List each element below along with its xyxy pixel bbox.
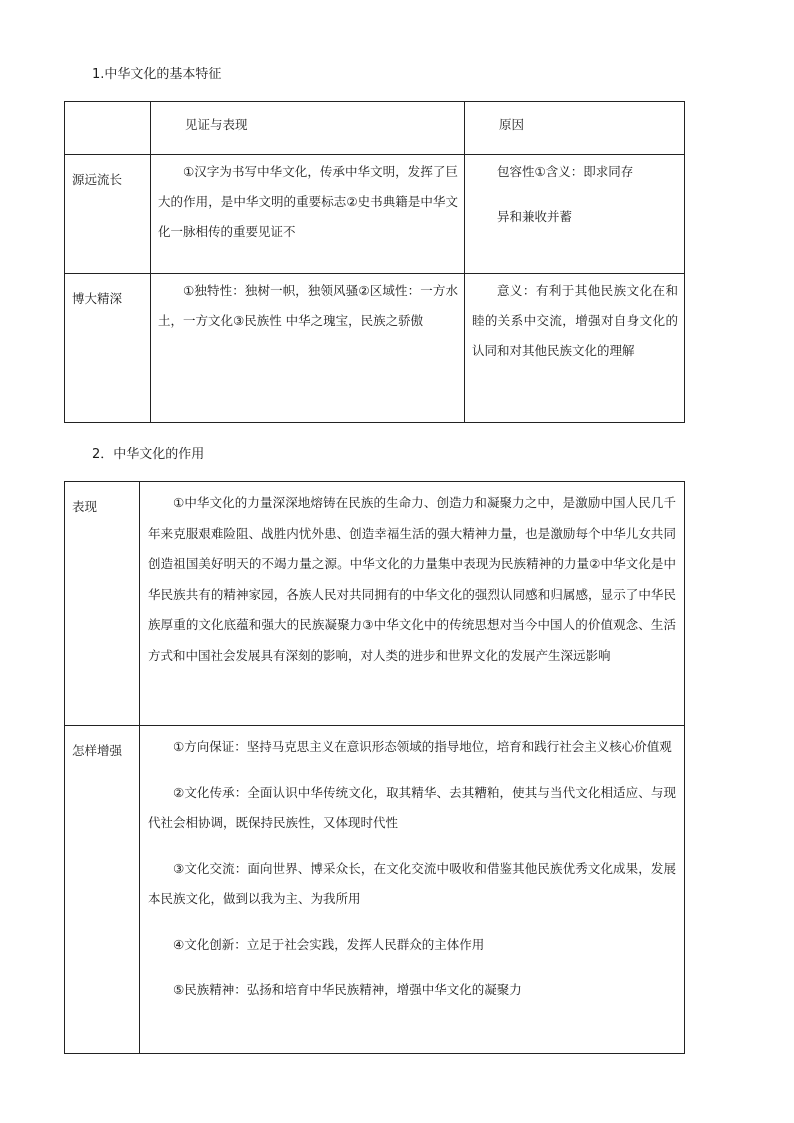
content-cell: [140, 482, 685, 726]
reason-line-1: 包容性①含义：即求同存: [497, 164, 634, 179]
table-row: [65, 726, 685, 1054]
table-row: [65, 155, 685, 274]
list-item: ④文化创新：立足于社会实践，发挥人民群众的主体作用: [173, 936, 485, 952]
row-label: 源远流长: [65, 155, 151, 274]
table-row: [65, 274, 685, 423]
list-item: ⑤民族精神：弘扬和培育中华民族精神，增强中华文化的凝聚力: [173, 982, 522, 997]
header-cell-empty: [65, 102, 151, 155]
reason-cell: [465, 155, 685, 274]
reason-cell: 意义：有利于其他民族文化在和睦的关系中交流，增强对自身文化的认同和对其他民族文化的理解: [465, 274, 685, 423]
reason-line-2: 异和兼收并蓄: [497, 209, 573, 224]
evidence-cell: ①汉字为书写中华文化，传承中华文明，发挥了巨大的作用，是中华文明的重要标志②史书典籍是中华文化一脉相传的重要见证不: [151, 155, 465, 274]
header-reason: 原因: [465, 102, 685, 155]
section-2-heading: 2．中华文化的作用: [92, 447, 205, 462]
section-1-heading: 1.中华文化的基本特征: [92, 67, 222, 82]
basic-features-table: [64, 101, 685, 423]
row-label: 博大精深: [65, 274, 151, 423]
culture-role-table: [64, 481, 685, 1054]
content-cell: [140, 726, 685, 1054]
list-item: ③文化交流：面向世界、博采众长，在文化交流中吸收和借鉴其他民族优秀文化成果，发展本民族文化，做到以我为主、为我所用: [148, 860, 676, 906]
header-evidence: 见证与表现: [151, 102, 465, 155]
table-row: [65, 482, 685, 726]
row-label: 表现: [65, 482, 140, 726]
evidence-cell: ①独特性：独树一帜，独领风骚②区域性：一方水土，一方文化③民族性 中华之瑰宝，民族之骄傲: [151, 274, 465, 423]
row-label: 怎样增强: [65, 726, 140, 1054]
list-item: ①方向保证：坚持马克思主义在意识形态领域的指导地位，培育和践行社会主义核心价值观: [173, 739, 672, 754]
table-header-row: [65, 102, 685, 155]
content-paragraph: ①中华文化的力量深深地熔铸在民族的生命力、创造力和凝聚力之中，是激励中国人民几千年来克服艰难险阻、战胜内忧外患、创造幸福生活的强大精神力量，也是激励每个中华儿女共同创造祖国美好明天的不竭力量之源。中华文化的力量集中表现为民族精神的力量②中华文化是中华民族共有的精神家园，各族人民对共同拥有的中华文化的强烈认同感和归属感，显示了中华民族厚重的文化底蕴和强大的民族凝聚力③中华文化中的传统思想对当今中国人的价值观念、生活方式和中国社会发展具有深刻的影响，对人类的进步和世界文化的发展产生深远影响: [148, 495, 676, 663]
list-item: ②文化传承：全面认识中华传统文化，取其精华、去其糟粕，使其与当代文化相适应、与现代社会相协调，既保持民族性，又体现时代性: [148, 784, 676, 830]
